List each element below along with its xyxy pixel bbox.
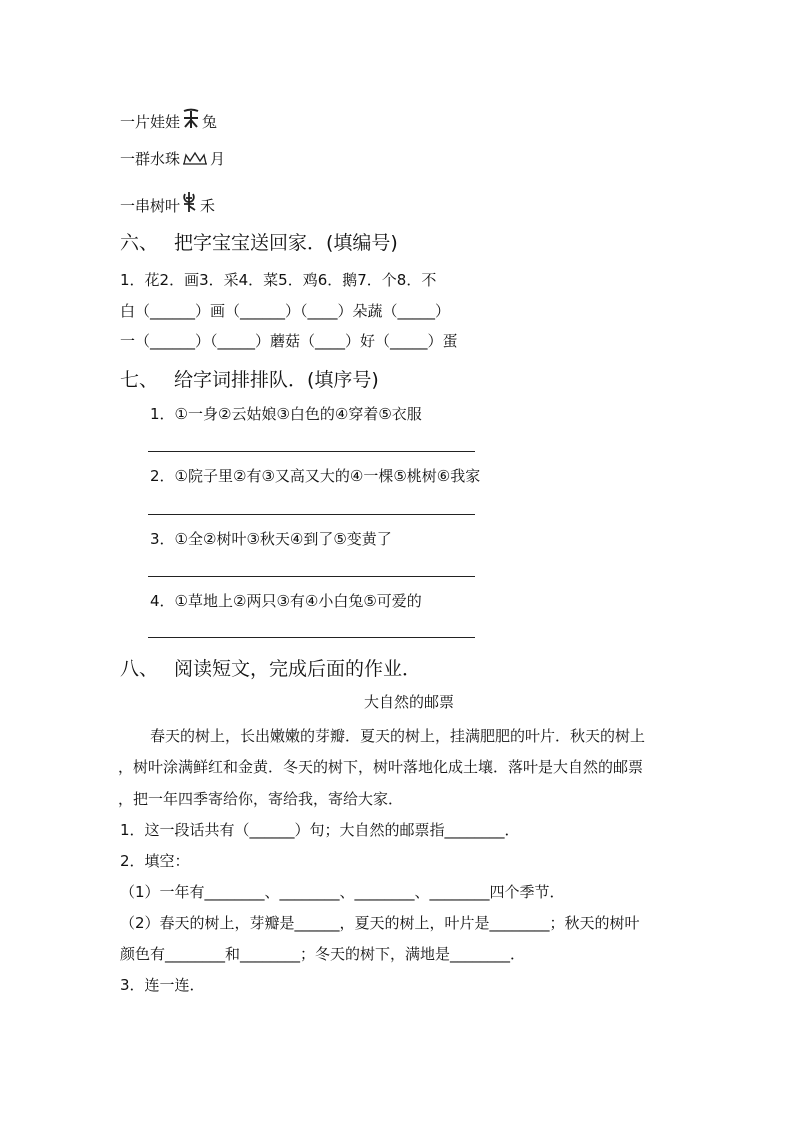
ordering-item-2: 2．①院子里②有③又高又大的④一棵⑤桃树⑥我家 xyxy=(150,467,481,485)
question-2-part-1: （1）一年有________、________、________、________四个季节． xyxy=(120,883,565,901)
phrase-text: 一串树叶 xyxy=(120,197,181,215)
phrase-answer: 禾 xyxy=(200,197,216,215)
phrase-line-3 xyxy=(120,190,215,219)
question-2: 2．填空： xyxy=(120,852,190,870)
ancient-script-icon xyxy=(181,190,199,219)
section-title: 把字宝宝送回家．(填编号) xyxy=(174,232,398,254)
answer-line xyxy=(148,576,475,577)
question-3: 3．连一连． xyxy=(120,976,205,994)
ancient-script-icon xyxy=(181,108,201,135)
answer-line xyxy=(148,514,475,515)
question-2-part-2b: 颜色有________和________；冬天的树下，满地是________． xyxy=(120,945,526,963)
fill-row-2: 一（______）（_____）蘑菇（____）好（_____）蛋 xyxy=(120,332,458,350)
section-6-heading xyxy=(120,231,398,255)
phrase-line-2 xyxy=(120,149,225,172)
ordering-item-1: 1．①一身②云姑娘③白色的④穿着⑤衣服 xyxy=(150,405,422,423)
section-8-heading xyxy=(120,657,421,681)
phrase-text: 一片娃娃 xyxy=(120,113,181,131)
phrase-answer: 月 xyxy=(210,150,226,168)
word-options: 1．花2．画3．采4．菜5．鸡6．鹅7．个8．不 xyxy=(120,271,437,289)
ordering-item-3: 3．①全②树叶③秋天④到了⑤变黄了 xyxy=(150,530,392,548)
passage-title: 大自然的邮票 xyxy=(363,693,454,711)
fill-row-1: 白（______）画（______）（____）朵蔬（_____） xyxy=(120,302,451,320)
question-2-part-2a: （2）春天的树上，芽瓣是______，夏天的树上，叶片是________；秋天的树叶 xyxy=(120,914,640,932)
ordering-item-4: 4．①草地上②两只③有④小白兔⑤可爱的 xyxy=(150,592,422,610)
passage-line-1: 春天的树上，长出嫩嫩的芽瓣．夏天的树上，挂满肥肥的叶片．秋天的树上 xyxy=(150,727,646,745)
section-title: 阅读短文，完成后面的作业． xyxy=(174,658,422,680)
section-7-heading xyxy=(120,368,379,392)
passage-line-3: ，把一年四季寄给你，寄给我，寄给大家． xyxy=(118,790,404,808)
passage-line-2: ，树叶涂满鲜红和金黄．冬天的树下，树叶落地化成土壤．落叶是大自然的邮票 xyxy=(118,758,644,776)
section-number: 七、 xyxy=(120,369,159,391)
answer-line xyxy=(148,637,475,638)
ancient-script-icon xyxy=(181,149,209,172)
answer-line xyxy=(148,451,475,452)
phrase-line-1 xyxy=(120,108,217,135)
question-1: 1．这一段话共有（______）句；大自然的邮票指________． xyxy=(120,821,520,839)
section-title: 给字词排排队．(填序号) xyxy=(174,369,379,391)
phrase-answer: 兔 xyxy=(202,113,218,131)
section-number: 六、 xyxy=(120,232,159,254)
section-number: 八、 xyxy=(120,658,159,680)
phrase-text: 一群水珠 xyxy=(120,150,181,168)
